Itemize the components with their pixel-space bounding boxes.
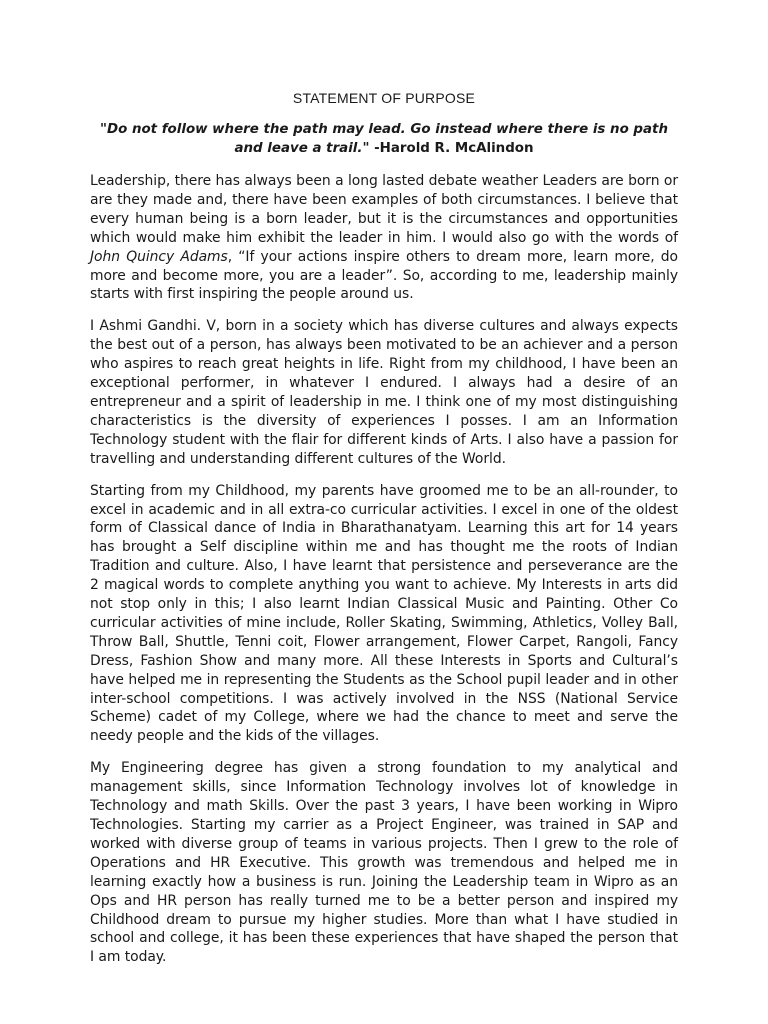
paragraph-engineering: My Engineering degree has given a strong foundation to my analytical and management skills, since Information Technology involves lot of knowledge in Technology and math Skills. Over the past 3 years, I have been working in Wipro Technologies. Starting my carrier as a Project Engineer, was trained in SAP and worked with diverse group of teams in various projects. Then I grew to the role of Operations and HR Executive. This growth was tremendous and helped me in learning exactly how a business is run. Joining the Leadership team in Wipro as an Ops and HR person has really turned me to be a better person and inspired my Childhood dream to pursue my higher studies. More than what I have studied in school and college, it has been these experiences that have shaped the person that I am today. <box>90 760 678 966</box>
quote-text: "Do not follow where the path may lead. Go instead where there is no path and leave a trail." <box>99 122 668 156</box>
paragraph-childhood: Starting from my Childhood, my parents have groomed me to be an all-rounder, to excel in academic and in all extra-co curricular activities. I excel in one of the oldest form of Classical dance of India in Bharathanatyam. Learning this art for 14 years has brought a Self discipline within me and has thought me the roots of Indian Tradition and culture. Also, I have learnt that persistence and perseverance are the 2 magical words to complete anything you want to achieve. My Interests in arts did not stop only in this; I also learnt Indian Classical Music and Painting. Other Co curricular activities of mine include, Roller Skating, Swimming, Athletics, Volley Ball, Throw Ball, Shuttle, Tenni coit, Flower arrangement, Flower Carpet, Rangoli, Fancy Dress, Fashion Show and many more. All these Interests in Sports and Cultural’s have helped me in representing the Students as the School pupil leader and in other inter-school competitions. I was actively involved in the NSS (National Service Scheme) cadet of my College, where we had the chance to meet and serve the needy people and the kids of the villages. <box>90 482 678 745</box>
paragraph-text: , “If your actions inspire others to dream more, learn more, do more and become more, you are a leader”. So, according to me, leadership mainly starts with first inspiring the people around us. <box>90 248 678 303</box>
paragraph-leadership <box>90 172 678 304</box>
paragraph-text: Leadership, there has always been a long lasted debate weather Leaders are born or are they made and, there have been examples of both circumstances. I believe that every human being is a born leader, but it is the circumstances and opportunities which would make him exhibit the leader in him. I would also go with the words of <box>90 173 678 246</box>
document-title: STATEMENT OF PURPOSE <box>292 90 476 106</box>
quoted-person-name: John Quincy Adams <box>90 248 228 265</box>
opening-quote <box>90 120 678 158</box>
paragraph-background: I Ashmi Gandhi. V, born in a society which has diverse cultures and always expects the best out of a person, has always been motivated to be an achiever and a person who aspires to reach great heights in life. Right from my childhood, I have been an exceptional performer, in whatever I endured. I always had a desire of an entrepreneur and a spirit of leadership in me. I think one of my most distinguishing characteristics is the diversity of experiences I posses. I am an Information Technology student with the flair for different kinds of Arts. I also have a passion for travelling and understanding different cultures of the World. <box>90 318 678 467</box>
quote-author: -Harold R. McAlindon <box>369 141 534 156</box>
